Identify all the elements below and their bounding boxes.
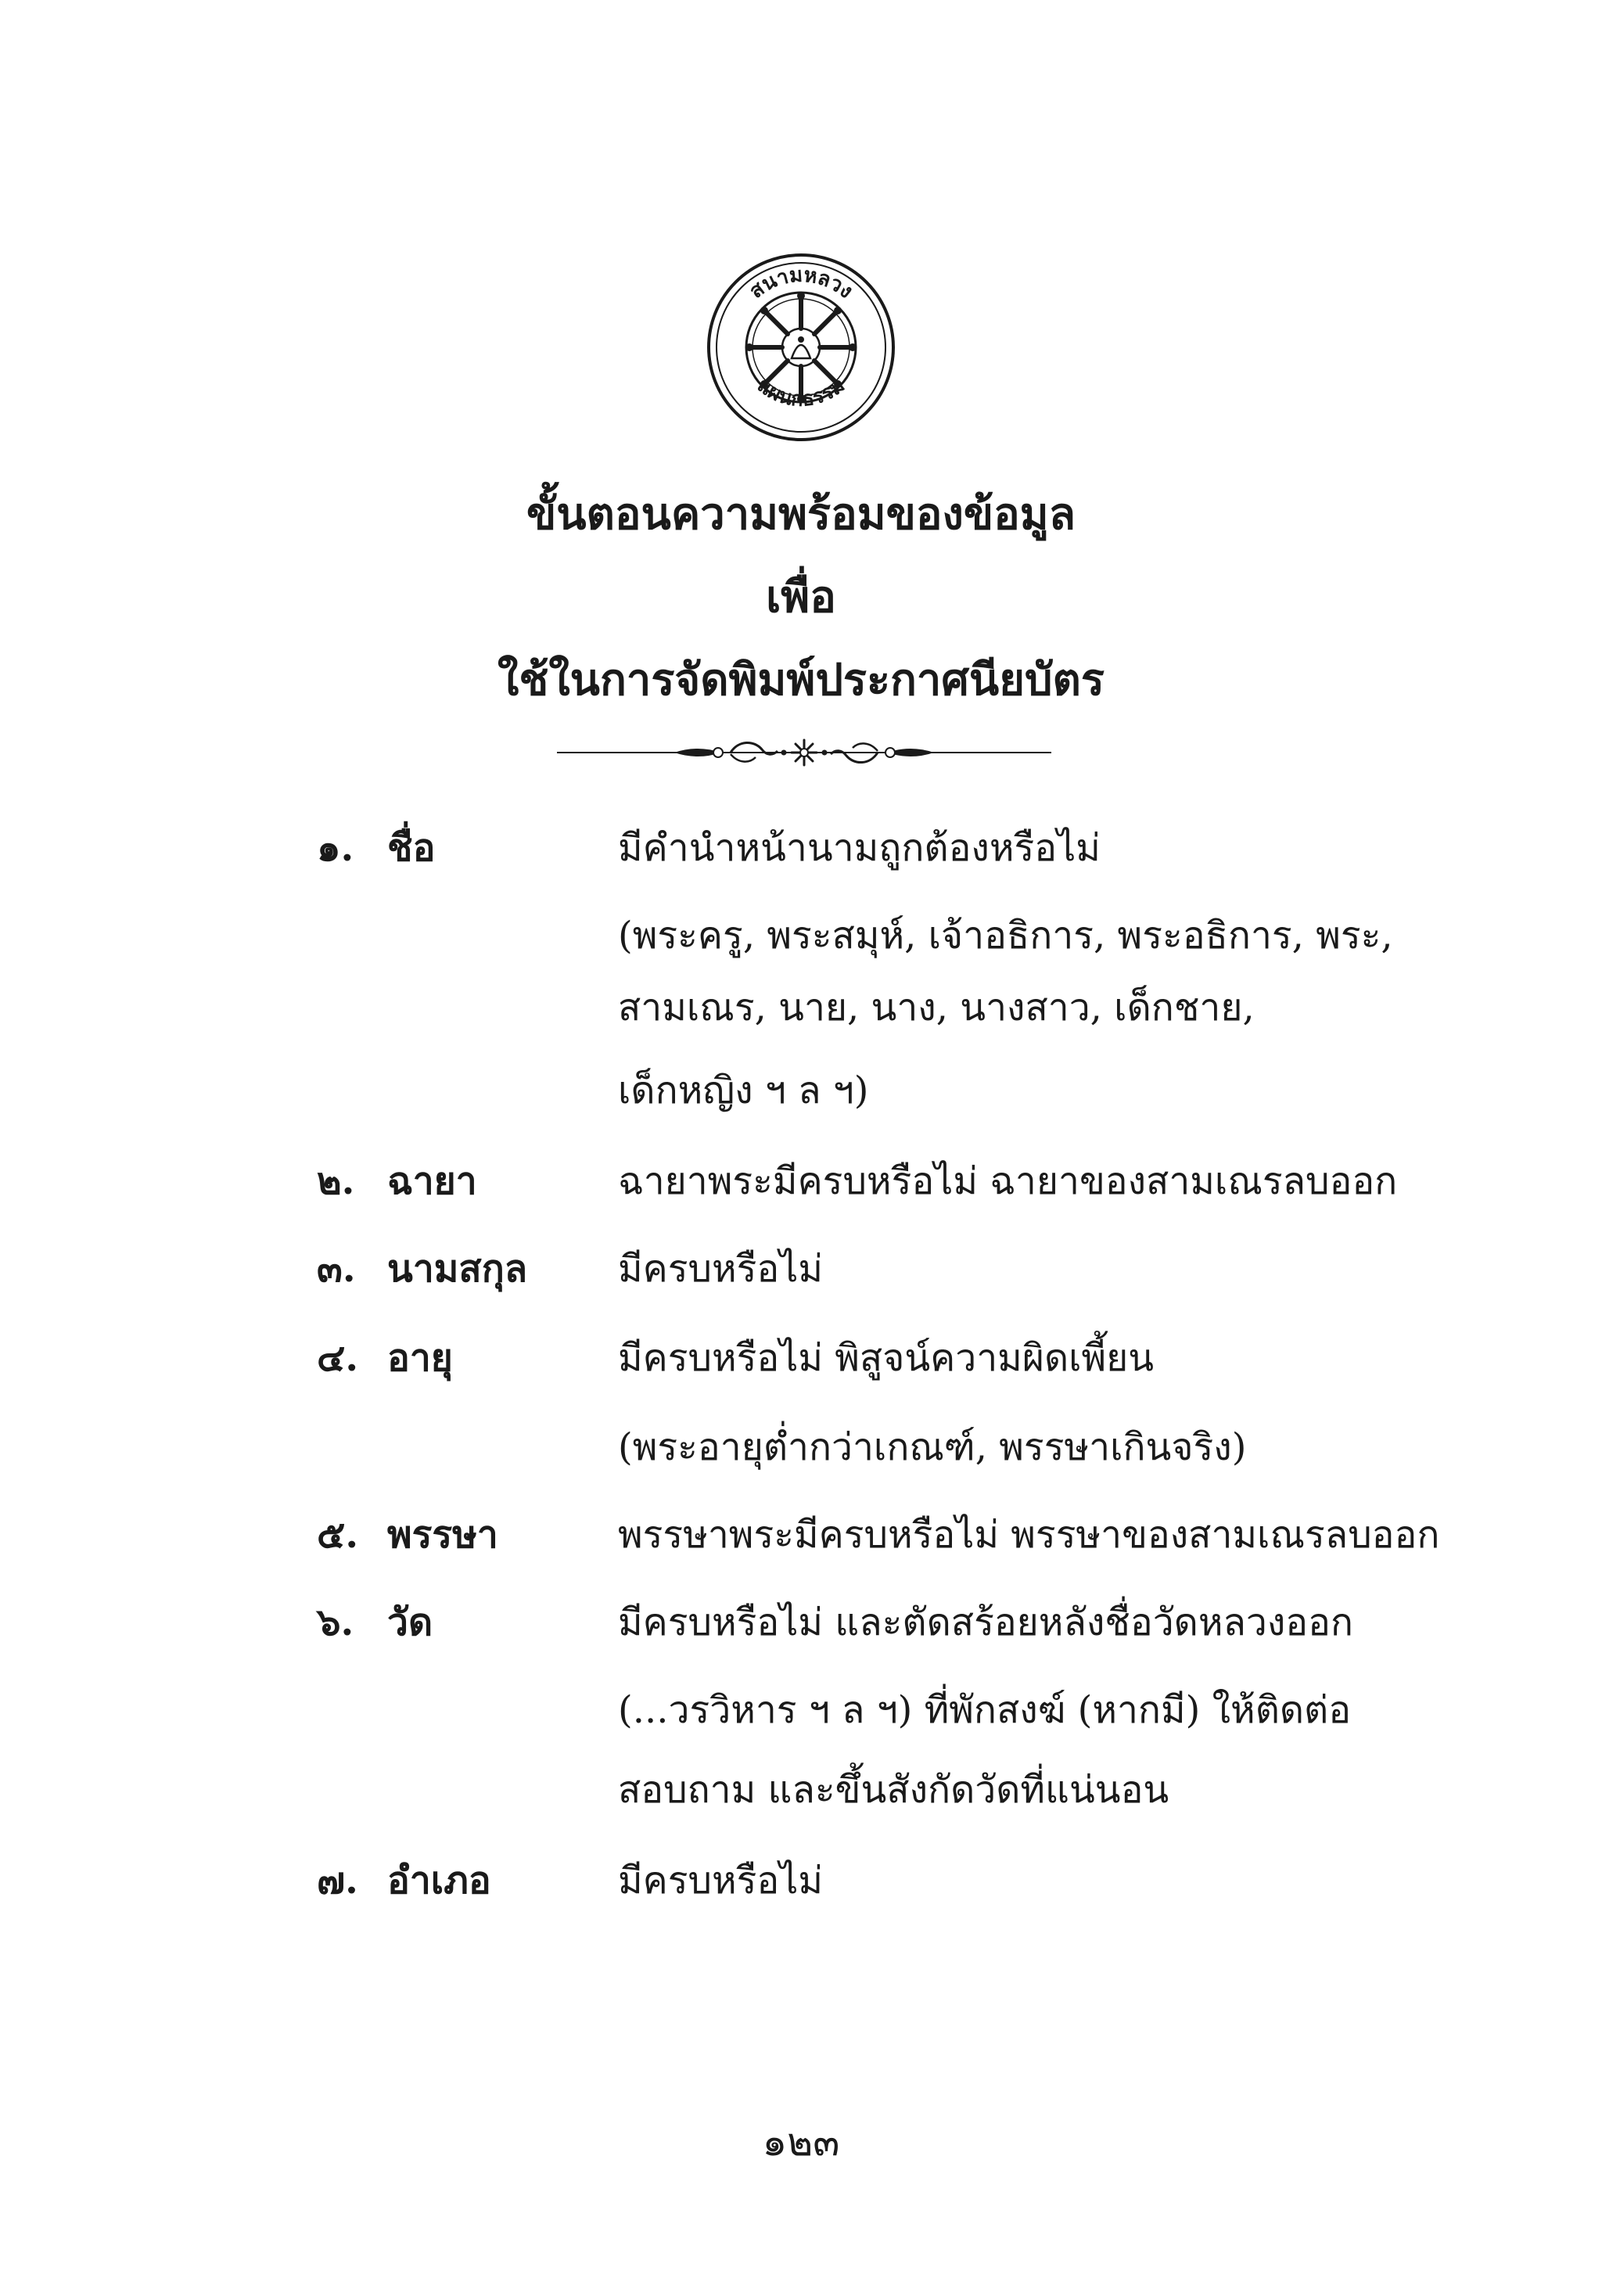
item-6-number: ๖. xyxy=(317,1601,354,1644)
logo-bottom-text: แผนกธรรม xyxy=(753,373,849,412)
item-4-line-1: มีครบหรือไม่ พิสูจน์ความผิดเพี้ยน xyxy=(618,1336,1155,1380)
item-6-line-2: (...วรวิหาร ฯ ล ฯ) ที่พักสงฆ์ (หากมี) ให้ติดต่อ xyxy=(618,1688,1352,1732)
item-5-label: พรรษา xyxy=(387,1513,498,1557)
item-1-line-3: สามเณร, นาย, นาง, นางสาว, เด็กชาย, xyxy=(618,986,1255,1029)
title-line-1: ขั้นตอนความพร้อมของข้อมูล xyxy=(526,488,1076,540)
item-6-label: วัด xyxy=(387,1601,433,1644)
logo-top-text: สนามหลวง xyxy=(745,263,857,304)
item-6-line-3: สอบถาม และขึ้นสังกัดวัดที่แน่นอน xyxy=(618,1768,1169,1812)
item-3-label: นามสกุล xyxy=(387,1247,528,1291)
item-2-line-1: ฉายาพระมีครบหรือไม่ ฉายาของสามเณรลบออก xyxy=(618,1159,1398,1203)
item-2-number: ๒. xyxy=(317,1159,355,1203)
page-number: ๑๒๓ xyxy=(762,2119,840,2165)
item-3-number: ๓. xyxy=(317,1247,356,1291)
item-1-number: ๑. xyxy=(317,826,354,870)
ornamental-divider xyxy=(557,737,1051,768)
item-1-line-2: (พระครู, พระสมุห์, เจ้าอธิการ, พระอธิการ, พระ, xyxy=(618,914,1393,958)
item-7-number: ๗. xyxy=(317,1859,358,1903)
item-1-line-4: เด็กหญิง ฯ ล ฯ) xyxy=(618,1069,869,1112)
dharma-wheel-seal-logo xyxy=(706,252,896,443)
title-line-3: ใช้ในการจัดพิมพ์ประกาศนียบัตร xyxy=(497,654,1105,706)
item-7-line-1: มีครบหรือไม่ xyxy=(618,1859,824,1903)
item-7-label: อำเภอ xyxy=(387,1859,491,1903)
item-3-line-1: มีครบหรือไม่ xyxy=(618,1247,824,1291)
item-4-line-2: (พระอายุต่ำกว่าเกณฑ์, พรรษาเกินจริง) xyxy=(618,1425,1247,1469)
title-line-2: เพื่อ xyxy=(766,571,836,623)
item-4-label: อายุ xyxy=(387,1336,453,1380)
item-6-line-1: มีครบหรือไม่ และตัดสร้อยหลังชื่อวัดหลวงออก xyxy=(618,1601,1353,1644)
item-5-number: ๕. xyxy=(317,1513,359,1557)
item-1-label: ชื่อ xyxy=(387,826,436,870)
item-5-line-1: พรรษาพระมีครบหรือไม่ พรรษาของสามเณรลบออก xyxy=(618,1513,1440,1557)
item-4-number: ๔. xyxy=(317,1336,359,1380)
item-2-label: ฉายา xyxy=(387,1159,477,1203)
item-1-line-1: มีคำนำหน้านามถูกต้องหรือไม่ xyxy=(618,826,1101,870)
